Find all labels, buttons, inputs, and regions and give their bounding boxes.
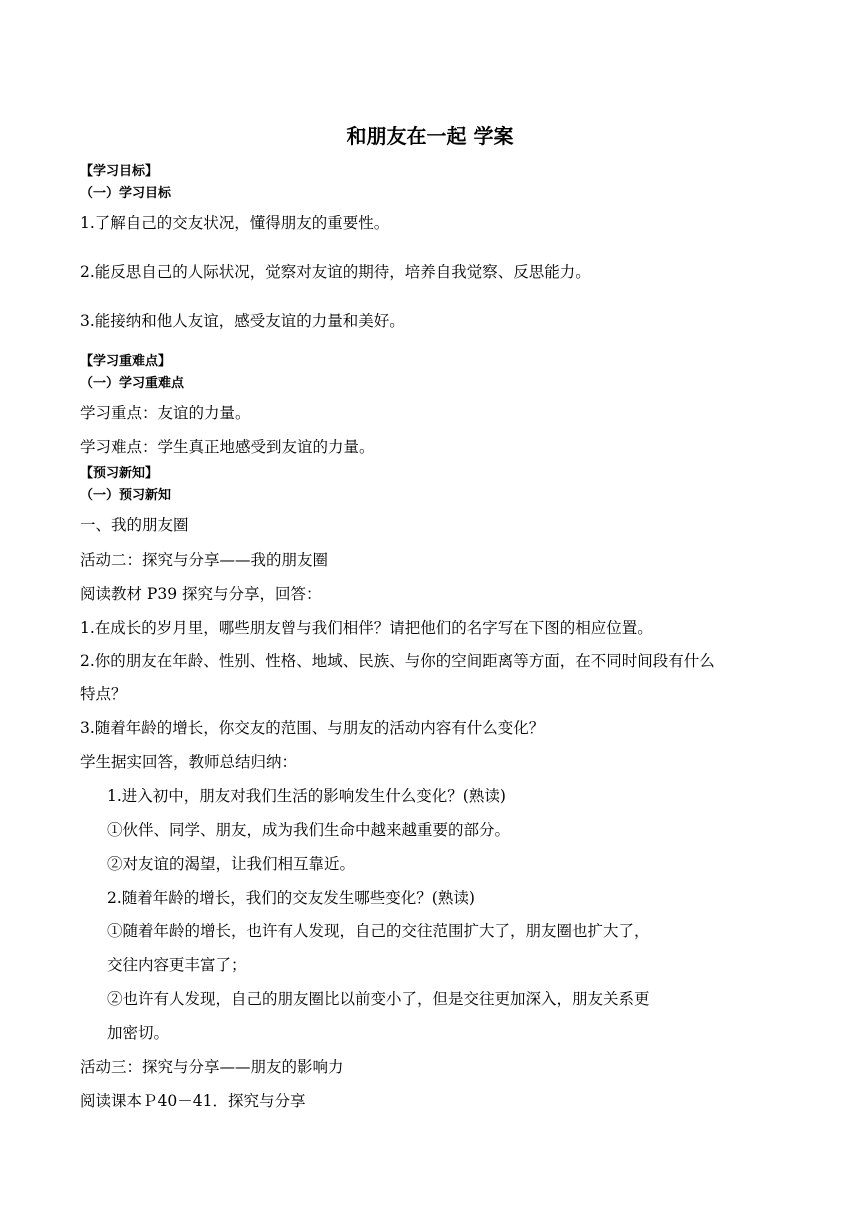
preview-line: 一、我的朋友圈 [80, 516, 189, 534]
objective-item: 2.能反思自己的人际状况，觉察对友谊的期待，培养自我觉察、反思能力。 [80, 263, 591, 281]
document-title: 和朋友在一起 学案 [346, 124, 514, 148]
section-heading-preview: 【预习新知】 [80, 466, 159, 481]
key-point-item: 学习重点：友谊的力量。 [80, 404, 251, 422]
preview-line: ①随着年龄的增长，也许有人发现，自己的交往范围扩大了，朋友圈也扩大了， [107, 922, 650, 940]
section-heading-objectives: 【学习目标】 [80, 164, 159, 179]
preview-line: 阅读课本Ｐ40－41．探究与分享 [80, 1092, 306, 1110]
subheading-preview: （一）预习新知 [80, 488, 172, 503]
preview-line: 2.随着年龄的增长，我们的交友发生哪些变化？(熟读) [107, 889, 475, 907]
objective-item: 1.了解自己的交友状况，懂得朋友的重要性。 [80, 214, 390, 232]
objective-item: 3.能接纳和他人友谊，感受友谊的力量和美好。 [80, 312, 405, 330]
preview-line: 交往内容更丰富了； [107, 956, 247, 974]
preview-line: 活动三：探究与分享——朋友的影响力 [80, 1058, 344, 1076]
preview-line: ②对友谊的渴望，让我们相互靠近。 [107, 855, 356, 873]
preview-line: 1.进入初中，朋友对我们生活的影响发生什么变化？(熟读) [107, 787, 506, 805]
preview-line: 活动二：探究与分享——我的朋友圈 [80, 551, 329, 569]
preview-line: 特点？ [80, 685, 127, 703]
subheading-key-points: （一）学习重难点 [80, 376, 185, 391]
key-point-item: 学习难点：学生真正地感受到友谊的力量。 [80, 438, 375, 456]
preview-line: 学生据实回答，教师总结归纳： [80, 753, 298, 771]
preview-line: 3.随着年龄的增长，你交友的范围、与朋友的活动内容有什么变化？ [80, 719, 545, 737]
preview-line: 加密切。 [107, 1024, 170, 1042]
subheading-objectives: （一）学习目标 [80, 186, 172, 201]
preview-line: 阅读教材 P39 探究与分享，回答： [80, 585, 322, 603]
section-heading-key-points: 【学习重难点】 [80, 354, 172, 369]
preview-line: ②也许有人发现，自己的朋友圈比以前变小了，但是交往更加深入，朋友关系更 [107, 990, 650, 1008]
preview-line: ①伙伴、同学、朋友，成为我们生命中越来越重要的部分。 [107, 821, 511, 839]
preview-line: 2.你的朋友在年龄、性别、性格、地域、民族、与你的空间距离等方面，在不同时间段有什么 [80, 652, 715, 670]
preview-line: 1.在成长的岁月里，哪些朋友曾与我们相伴？请把他们的名字写在下图的相应位置。 [80, 619, 653, 637]
